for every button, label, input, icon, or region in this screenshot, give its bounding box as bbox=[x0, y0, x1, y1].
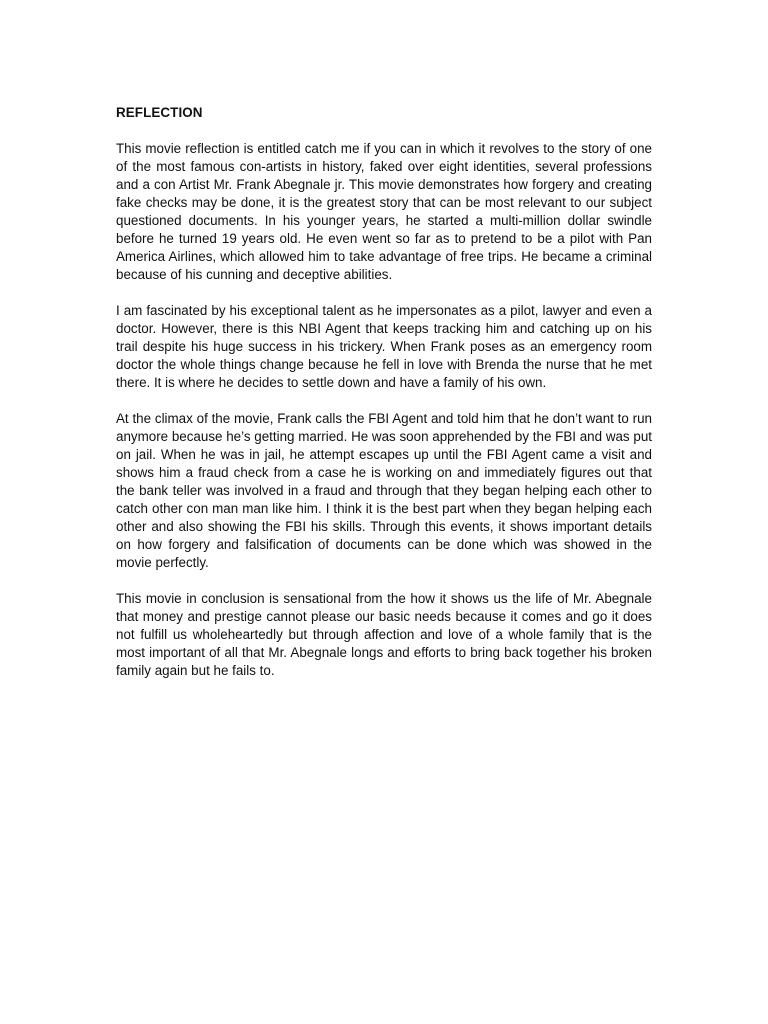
paragraph-2: I am fascinated by his exceptional talent as he impersonates as a pilot, lawyer and even a doctor. However, there is this NBI Agent that keeps tracking him and catching up on his trail despite his huge success in his trickery. When Frank poses as an emergency room doctor the whole things change because he fell in love with Brenda the nurse that he met there. It is where he decides to settle down and have a family of his own. bbox=[116, 303, 652, 390]
paragraph-3: At the climax of the movie, Frank calls the FBI Agent and told him that he don’t want to run anymore because he’s getting married. He was soon apprehended by the FBI and was put on jail. When he was in jail, he attempt escapes up until the FBI Agent came a visit and shows him a fraud check from a case he is working on and immediately figures out that the bank teller was involved in a fraud and through that they began helping each other to catch other con man man like him. I think it is the best part when they began helping each other and also showing the FBI his skills. Through this events, it shows important details on how forgery and falsification of documents can be done which was showed in the movie perfectly. bbox=[116, 411, 652, 570]
paragraph-4: This movie in conclusion is sensational from the how it shows us the life of Mr. Abegnale that money and prestige cannot please our basic needs because it comes and go it does not fulfill us wholeheartedly but through affection and love of a whole family that is the most important of all that Mr. Abegnale longs and efforts to bring back together his broken family again but he fails to. bbox=[116, 591, 652, 678]
document-title: REFLECTION bbox=[116, 105, 203, 120]
document-body bbox=[116, 104, 652, 698]
paragraph-1: This movie reflection is entitled catch me if you can in which it revolves to the story of one of the most famous con-artists in history, faked over eight identities, several professions and a con Artist Mr. Frank Abegnale jr. This movie demonstrates how forgery and creating fake checks may be done, it is the greatest story that can be most relevant to our subject questioned documents. In his younger years, he started a multi-million dollar swindle before he turned 19 years old. He even went so far as to pretend to be a pilot with Pan America Airlines, which allowed him to take advantage of free trips. He became a criminal because of his cunning and deceptive abilities. bbox=[116, 141, 652, 282]
